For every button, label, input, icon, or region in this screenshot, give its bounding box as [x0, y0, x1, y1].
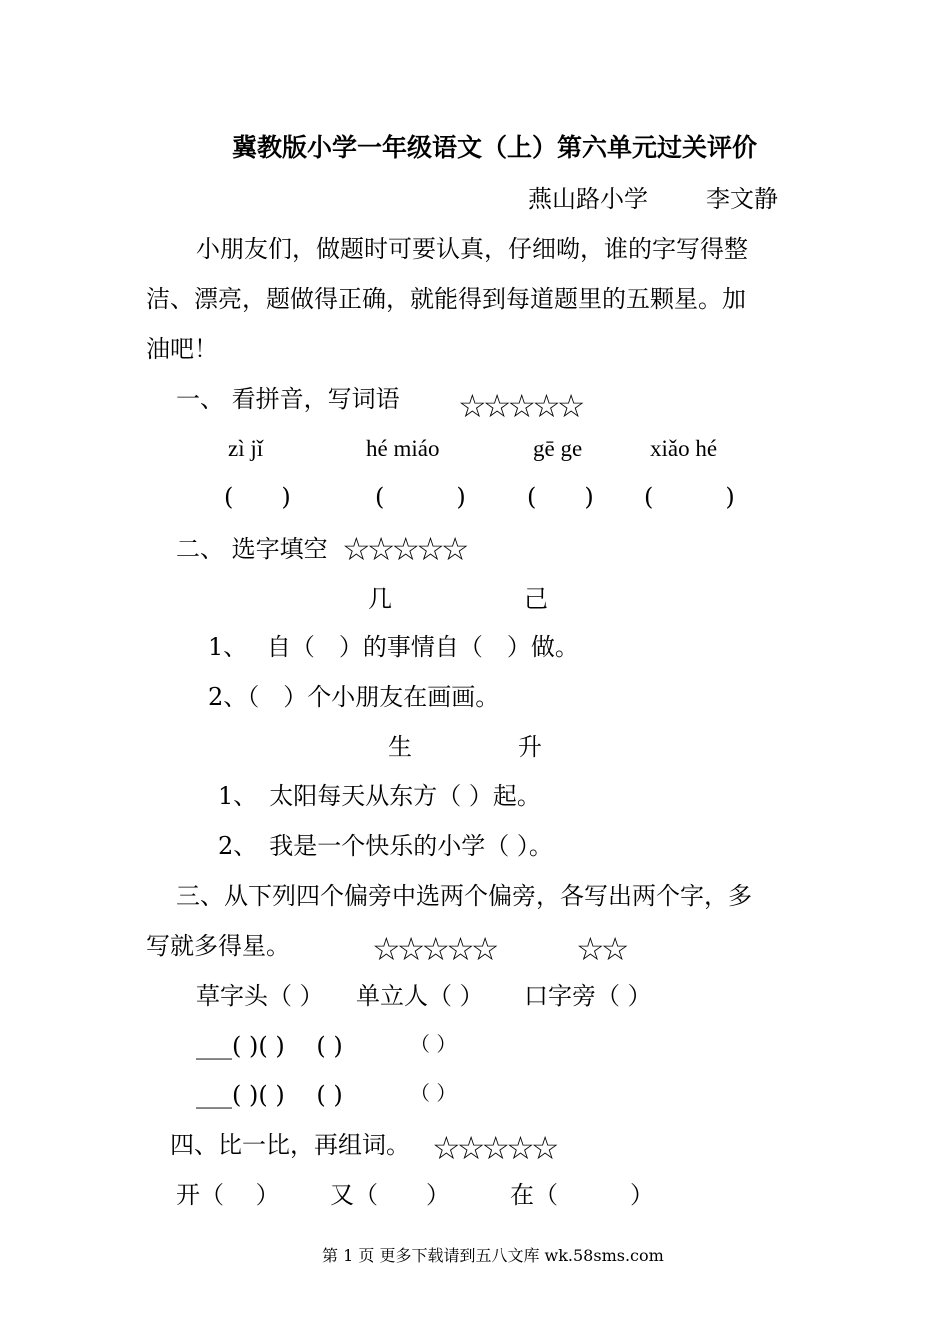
section2-star-icon: ☆☆☆☆☆: [342, 530, 466, 568]
choice-char-4: 升: [518, 733, 542, 761]
pinyin-1: zì jǐ: [228, 436, 264, 461]
section3-line-1: 三、从下列四个偏旁中选两个偏旁，各写出两个字，多: [176, 882, 752, 910]
fill-question-4: 2、 我是一个快乐的小学（ ）。: [218, 832, 553, 860]
choice-char-1: 几: [368, 585, 392, 613]
radical-3: 口字旁（ ）: [524, 982, 652, 1010]
author-name: 李文静: [706, 185, 778, 213]
choice-char-2: 己: [524, 585, 548, 613]
intro-line-1: 小朋友们，做题时可要认真，仔细呦，谁的字写得整: [196, 235, 748, 263]
section1-heading: 一、 看拼音，写词语: [176, 385, 400, 413]
page-footer: 第 1 页 更多下载请到五八文库 wk.58sms.com: [322, 1246, 664, 1265]
answer-blank-3[interactable]: ( ): [527, 483, 594, 511]
write-row-2[interactable]: ___( )( ) ( ): [196, 1081, 343, 1109]
fill-question-2: 2、（ ）个小朋友在画画。: [208, 683, 500, 711]
fill-question-3: 1、 太阳每天从东方（ ）起。: [218, 782, 541, 810]
pinyin-2: hé miáo: [366, 436, 440, 461]
compare-item-2[interactable]: 又（ ）: [330, 1181, 450, 1209]
write-row-1-tail[interactable]: （ ）: [410, 1032, 457, 1056]
section4-heading: 四、比一比，再组词。: [170, 1131, 410, 1159]
choice-char-3: 生: [388, 733, 412, 761]
intro-line-3: 油吧！: [146, 335, 218, 363]
section1-star-icon: ☆☆☆☆☆: [458, 387, 582, 425]
pinyin-4: xiǎo hé: [650, 436, 718, 461]
fill-question-1: 1、 自（ ）的事情自（ ）做。: [208, 633, 579, 661]
page-title: 冀教版小学一年级语文（上）第六单元过关评价: [232, 133, 758, 162]
section2-heading: 二、 选字填空: [176, 535, 328, 563]
write-row-1[interactable]: ___( )( ) ( ): [196, 1032, 343, 1060]
section3-line-2: 写就多得星。: [146, 932, 290, 960]
compare-item-3[interactable]: 在（ ）: [510, 1181, 654, 1209]
write-row-2-tail[interactable]: （ ）: [410, 1081, 457, 1105]
section4-star-icon: ☆☆☆☆☆: [432, 1129, 556, 1167]
radical-1: 草字头（ ）: [196, 982, 324, 1010]
section3-bonus-star-icon: ☆☆: [576, 930, 626, 968]
answer-blank-1[interactable]: ( ): [224, 483, 291, 511]
answer-blank-4[interactable]: ( ): [644, 483, 735, 511]
school-name: 燕山路小学: [528, 185, 648, 213]
answer-blank-2[interactable]: ( ): [375, 483, 466, 511]
pinyin-3: gē ge: [533, 436, 583, 461]
radical-2: 单立人（ ）: [356, 982, 484, 1010]
compare-item-1[interactable]: 开（ ）: [176, 1181, 280, 1209]
section3-star-icon: ☆☆☆☆☆: [372, 930, 496, 968]
intro-line-2: 洁、漂亮，题做得正确，就能得到每道题里的五颗星。加: [146, 285, 746, 313]
